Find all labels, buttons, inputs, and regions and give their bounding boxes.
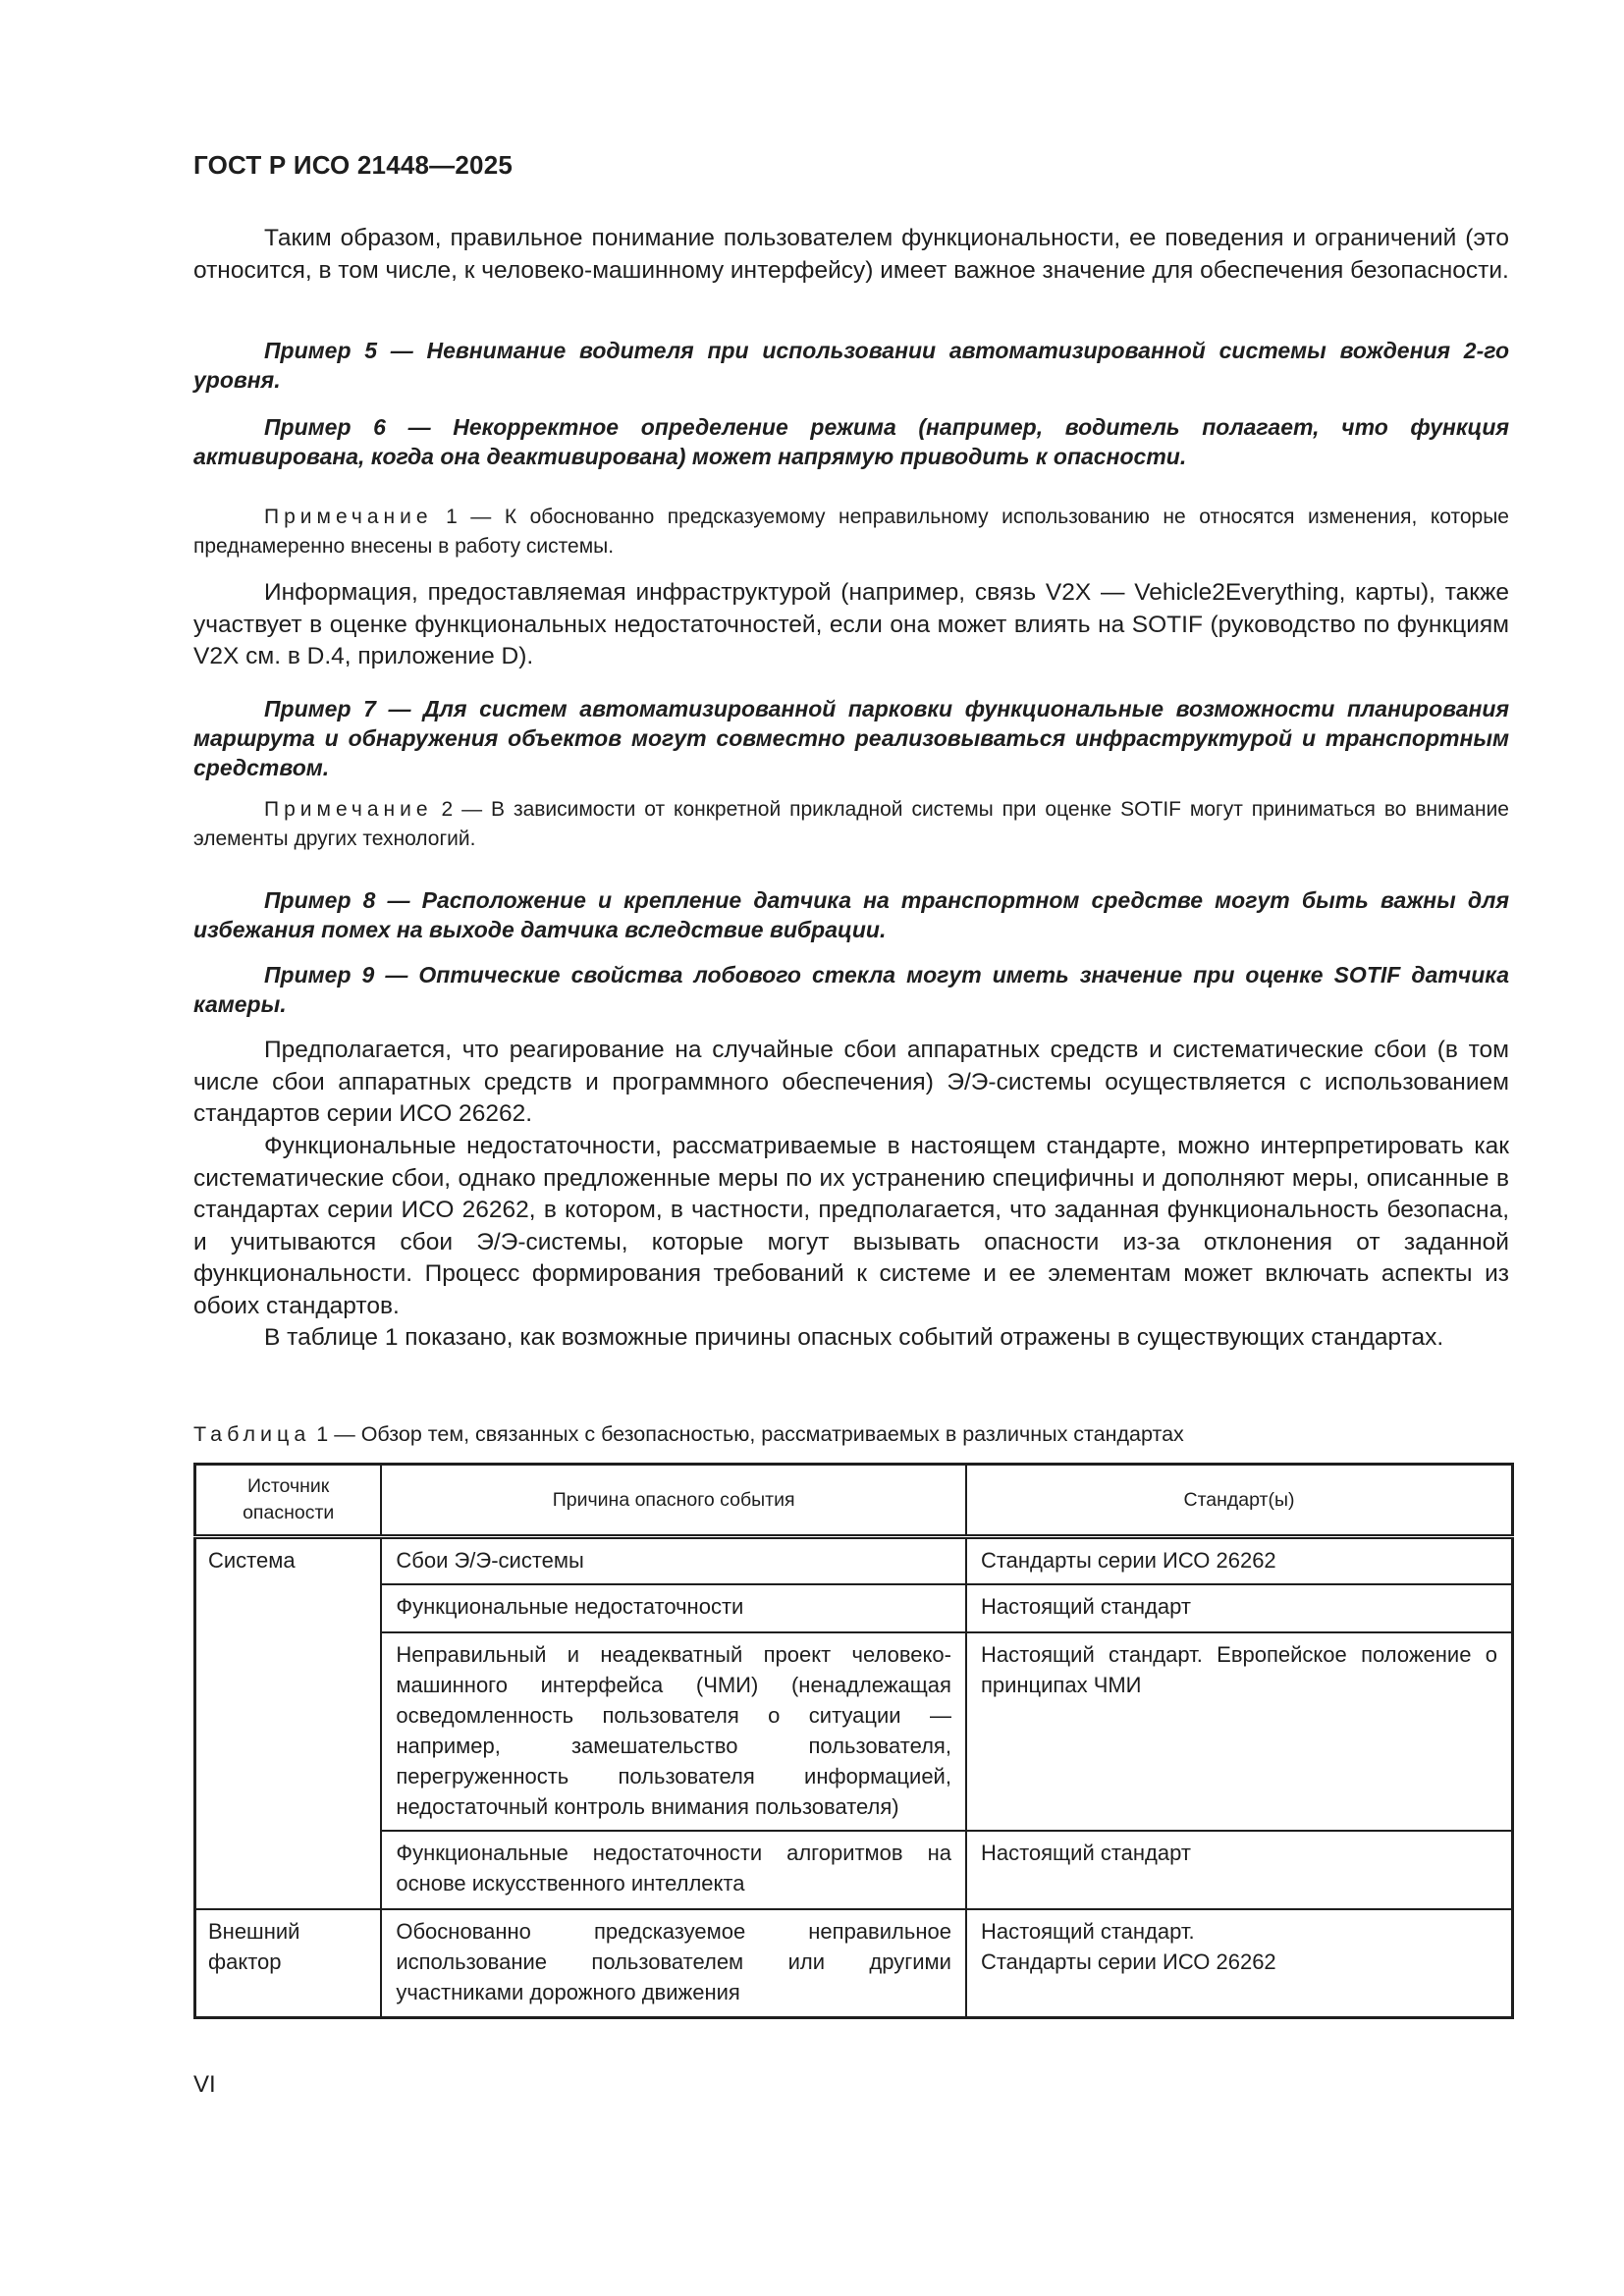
cell-source-external-factor: Внешний фактор: [195, 1909, 382, 2017]
cell-source-system: Система: [195, 1537, 382, 1910]
cell-cause: Неправильный и неадекватный проект человеко-машинного интерфейса (ЧМИ) (ненадлежащая осведомленность пользователя о ситуации — например, замешательство пользователя, перегруженность пользователя информацией, недостаточный контроль внимания пользователя): [381, 1632, 966, 1831]
note-2-text: 2 — В зависимости от конкретной прикладной системы при оценке SOTIF могут приниматься во внимание элементы других технологий.: [193, 798, 1509, 850]
table-caption-text: 1 — Обзор тем, связанных с безопасностью, рассматриваемых в различных стандартах: [310, 1422, 1184, 1446]
note-2-label: Примечание: [264, 798, 433, 821]
note-2: [193, 795, 1509, 853]
page-number: VI: [193, 2071, 216, 2098]
column-header-standards: Стандарт(ы): [966, 1465, 1513, 1537]
table-row: [195, 1632, 1513, 1831]
column-header-hazard-cause: Причина опасного события: [381, 1465, 966, 1537]
paragraph-random-faults: Предполагается, что реагирование на случайные сбои аппаратных средств и систематические сбои (в том числе сбои аппаратных средств и программного обеспечения) Э/Э-системы осуществляется с использованием стандартов серии ИСО 26262.: [193, 1037, 1509, 1127]
example-8: Пример 8 — Расположение и крепление датчика на транспортном средстве могут быть важны для избежания помех на выходе датчика вследствие вибрации.: [193, 887, 1509, 942]
table-row: [195, 1831, 1513, 1909]
table-caption: [193, 1420, 1184, 1448]
cell-standard: Настоящий стандарт: [966, 1831, 1513, 1909]
paragraph-functional-insufficiencies: Функциональные недостаточности, рассматриваемые в настоящем стандарте, можно интерпретировать как систематические сбои, однако предложенные меры по их устранению специфичны и дополняют меры, описанные в стандартах серии ИСО 26262, в котором, в частности, предполагается, что заданная функциональность безопасна, и учитываются сбои Э/Э-системы, которые могут вызывать опасности из-за отклонения от заданной функциональности. Процесс формирования требований к системе и ее элементам может включать аспекты из обоих стандартов.: [193, 1133, 1509, 1319]
example-7: Пример 7 — Для систем автоматизированной парковки функциональные возможности планирования маршрута и обнаружения объектов могут совместно реализовываться инфраструктурой и транспортным средством.: [193, 696, 1509, 780]
example-6: Пример 6 — Некорректное определение режима (например, водитель полагает, что функция активирована, когда она деактивирована) может напрямую приводить к опасности.: [193, 414, 1509, 469]
example-9: Пример 9 — Оптические свойства лобового стекла могут иметь значение при оценке SOTIF датчика камеры.: [193, 962, 1509, 1017]
note-1-label: Примечание: [264, 506, 433, 528]
paragraph-user-understanding: Таким образом, правильное понимание пользователем функциональности, ее поведения и ограничений (это относится, в том числе, к человеко-машинному интерфейсу) имеет важное значение для обеспечения безопасности.: [193, 225, 1509, 284]
standard-line: Стандарты серии ИСО 26262: [980, 1949, 1276, 1974]
table-caption-label: Таблица: [193, 1422, 311, 1446]
table-row: [195, 1537, 1513, 1585]
cell-cause: Функциональные недостаточности алгоритмов на основе искусственного интеллекта: [381, 1831, 966, 1909]
document-header-title: ГОСТ Р ИСО 21448—2025: [193, 150, 514, 180]
note-1: [193, 503, 1509, 561]
cell-standard: Настоящий стандарт: [966, 1584, 1513, 1632]
cell-cause: Функциональные недостаточности: [381, 1584, 966, 1632]
cell-standard: [966, 1909, 1513, 2017]
cell-standard: Стандарты серии ИСО 26262: [966, 1537, 1513, 1585]
note-1-text: 1 — К обоснованно предсказуемому неправильному использованию не относятся изменения, которые преднамеренно внесены в работу системы.: [193, 506, 1509, 558]
column-header-hazard-source: Источник опасности: [195, 1465, 382, 1537]
cell-cause: Сбои Э/Э-системы: [381, 1537, 966, 1585]
safety-topics-table: [193, 1463, 1514, 2019]
standard-line: Настоящий стандарт.: [980, 1919, 1195, 1944]
cell-cause: Обоснованно предсказуемое неправильное использование пользователем или другими участниками дорожного движения: [381, 1909, 966, 2017]
paragraph-infrastructure: Информация, предоставляемая инфраструктурой (например, связь V2X — Vehicle2Everything, карты), также участвует в оценке функциональных недостаточностей, если она может влиять на SOTIF (руководство по функциям V2X см. в D.4, приложение D).: [193, 579, 1509, 669]
table-row: [195, 1584, 1513, 1632]
cell-standard: Настоящий стандарт. Европейское положение о принципах ЧМИ: [966, 1632, 1513, 1831]
table-header-row: [195, 1465, 1513, 1537]
paragraph-table-intro: В таблице 1 показано, как возможные причины опасных событий отражены в существующих стандартах.: [264, 1324, 1444, 1351]
table-row: [195, 1909, 1513, 2017]
example-5: Пример 5 — Невнимание водителя при использовании автоматизированной системы вождения 2-го уровня.: [193, 338, 1509, 393]
